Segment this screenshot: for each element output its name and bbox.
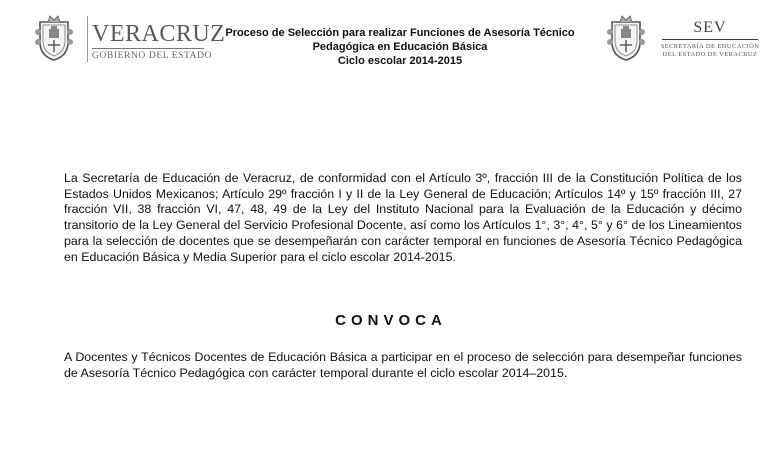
sev-rule [662, 39, 758, 40]
veracruz-coat-of-arms-icon [34, 12, 74, 62]
veracruz-rule [92, 48, 204, 49]
title-line-2: Pedagógica en Educación Básica [312, 41, 488, 53]
title-line-3: Ciclo escolar 2014-2015 [337, 55, 463, 67]
title-line-1: Proceso de Selección para realizar Funciones de Asesoría Técnico [225, 27, 575, 39]
convoca-heading: CONVOCA [335, 312, 447, 329]
document-title [214, 26, 586, 68]
veracruz-name: VERACRUZ [92, 21, 226, 47]
document-header [0, 0, 782, 80]
sev-subtitle [650, 43, 770, 59]
call-paragraph: A Docentes y Técnicos Docentes de Educación Básica a participar en el proceso de selección para desempeñar funciones de Asesoría Técnico Pedagógica con carácter temporal durante el ciclo escolar 2014–2015. [64, 350, 742, 380]
veracruz-subtitle: GOBIERNO DEL ESTADO [92, 51, 213, 61]
sev-subtitle-line-1: SECRETARÍA DE EDUCACIÓN [660, 43, 760, 50]
sev-name: SEV [693, 19, 727, 36]
logo-divider [87, 16, 88, 62]
sev-subtitle-line-2: DEL ESTADO DE VERACRUZ [662, 51, 758, 58]
sev-coat-of-arms-icon [606, 12, 646, 62]
intro-paragraph: La Secretaría de Educación de Veracruz, de conformidad con el Artículo 3º, fracción III de la Constitución Política de los Estados Unidos Mexicanos; Artículo 29º fracción I y II de la Ley General de Educación; Artículos 14º y 15º fracción III, 27 fracción VII, 38 fracción VI, 47, 48, 49 de la Ley del Instituto Nacional para la Evaluación de la Educación y décimo transitorio de la Ley General del Servicio Profesional Docente, así como los Artículos 1°, 3°, 4°, 5° y 6° de los Lineamientos para la selección de docentes que se desempeñarán con carácter temporal en funciones de Asesoría Técnico Pedagógica en Educación Básica y Media Superior para el ciclo escolar 2014-2015. [64, 171, 742, 264]
sev-wordmark [650, 20, 770, 59]
veracruz-wordmark [92, 22, 225, 62]
